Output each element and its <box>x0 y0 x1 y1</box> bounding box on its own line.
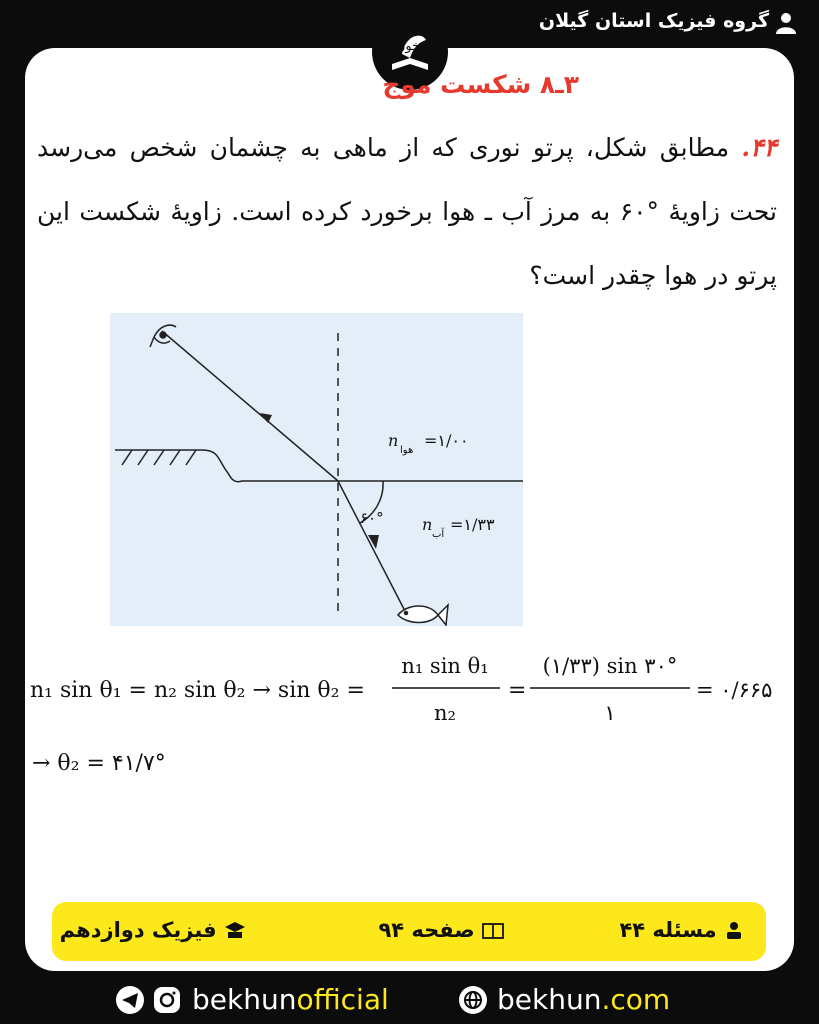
globe-icon[interactable] <box>458 985 488 1015</box>
social-handle-prefix: bekhun <box>192 983 297 1016</box>
book-icon <box>482 922 504 940</box>
logo-text: بخون <box>395 39 425 54</box>
website-prefix: bekhun <box>497 983 602 1016</box>
n-water-symbol: n <box>422 515 433 534</box>
question-text <box>37 116 777 308</box>
fraction2-numerator: (۱/۳۳) sin ۳۰° <box>542 654 678 678</box>
solution-formula <box>30 640 790 780</box>
group-title: گروه فیزیک استان گیلان <box>538 10 769 32</box>
course-name <box>60 918 246 942</box>
angle-label: ۶۰° <box>360 509 384 527</box>
fraction1-denominator: n₂ <box>434 701 456 725</box>
problem-number <box>619 918 744 942</box>
question-body: مطابق شکل، پرتو نوری که از ماهی به چشمان شخص می‌رسد تحت زاویهٔ °۶۰ به مرز آب ـ هوا برخورد کرده است. زاویهٔ شکست این پرتو در هوا چقدر است؟ <box>37 133 777 290</box>
bottom-bar <box>0 975 819 1024</box>
formula-answer: → θ₂ = ۴۱/۷° <box>32 751 166 776</box>
user-icon <box>775 12 797 34</box>
n-air-symbol: n <box>388 431 399 450</box>
n-water-subscript: آب <box>432 529 445 540</box>
formula-left: n₁ sin θ₁ = n₂ sin θ₂ → sin θ₂ = <box>30 678 365 703</box>
page-number <box>378 918 504 942</box>
student-icon <box>724 920 744 940</box>
footer-bar <box>52 902 766 961</box>
telegram-icon[interactable] <box>115 985 145 1015</box>
formula-equals: = <box>508 678 527 703</box>
instagram-icon[interactable] <box>152 985 182 1015</box>
fraction1-numerator: n₁ sin θ₁ <box>401 654 489 678</box>
graduation-cap-icon <box>224 920 246 940</box>
social-handle-suffix: official <box>296 983 389 1016</box>
question-number: ۴۴. <box>741 133 777 162</box>
course-label: فیزیک دوازدهم <box>59 918 217 942</box>
refraction-diagram <box>110 313 523 626</box>
social-handle[interactable] <box>192 983 389 1016</box>
fraction2-denominator: ۱ <box>604 701 616 725</box>
n-air-value: =۱/۰۰ <box>424 431 469 450</box>
formula-result: = ۰/۶۶۵ <box>696 678 773 702</box>
page-label: صفحه ۹۴ <box>378 918 475 942</box>
n-air-subscript: هوا <box>400 445 414 456</box>
section-title: ۳ـ۸ شکست موج <box>382 70 579 99</box>
diagram-background <box>110 313 523 626</box>
website-suffix: .com <box>601 983 671 1016</box>
website-link[interactable] <box>497 983 670 1016</box>
problem-label: مسئله ۴۴ <box>619 918 717 942</box>
n-water-value: =۱/۳۳ <box>450 515 495 534</box>
